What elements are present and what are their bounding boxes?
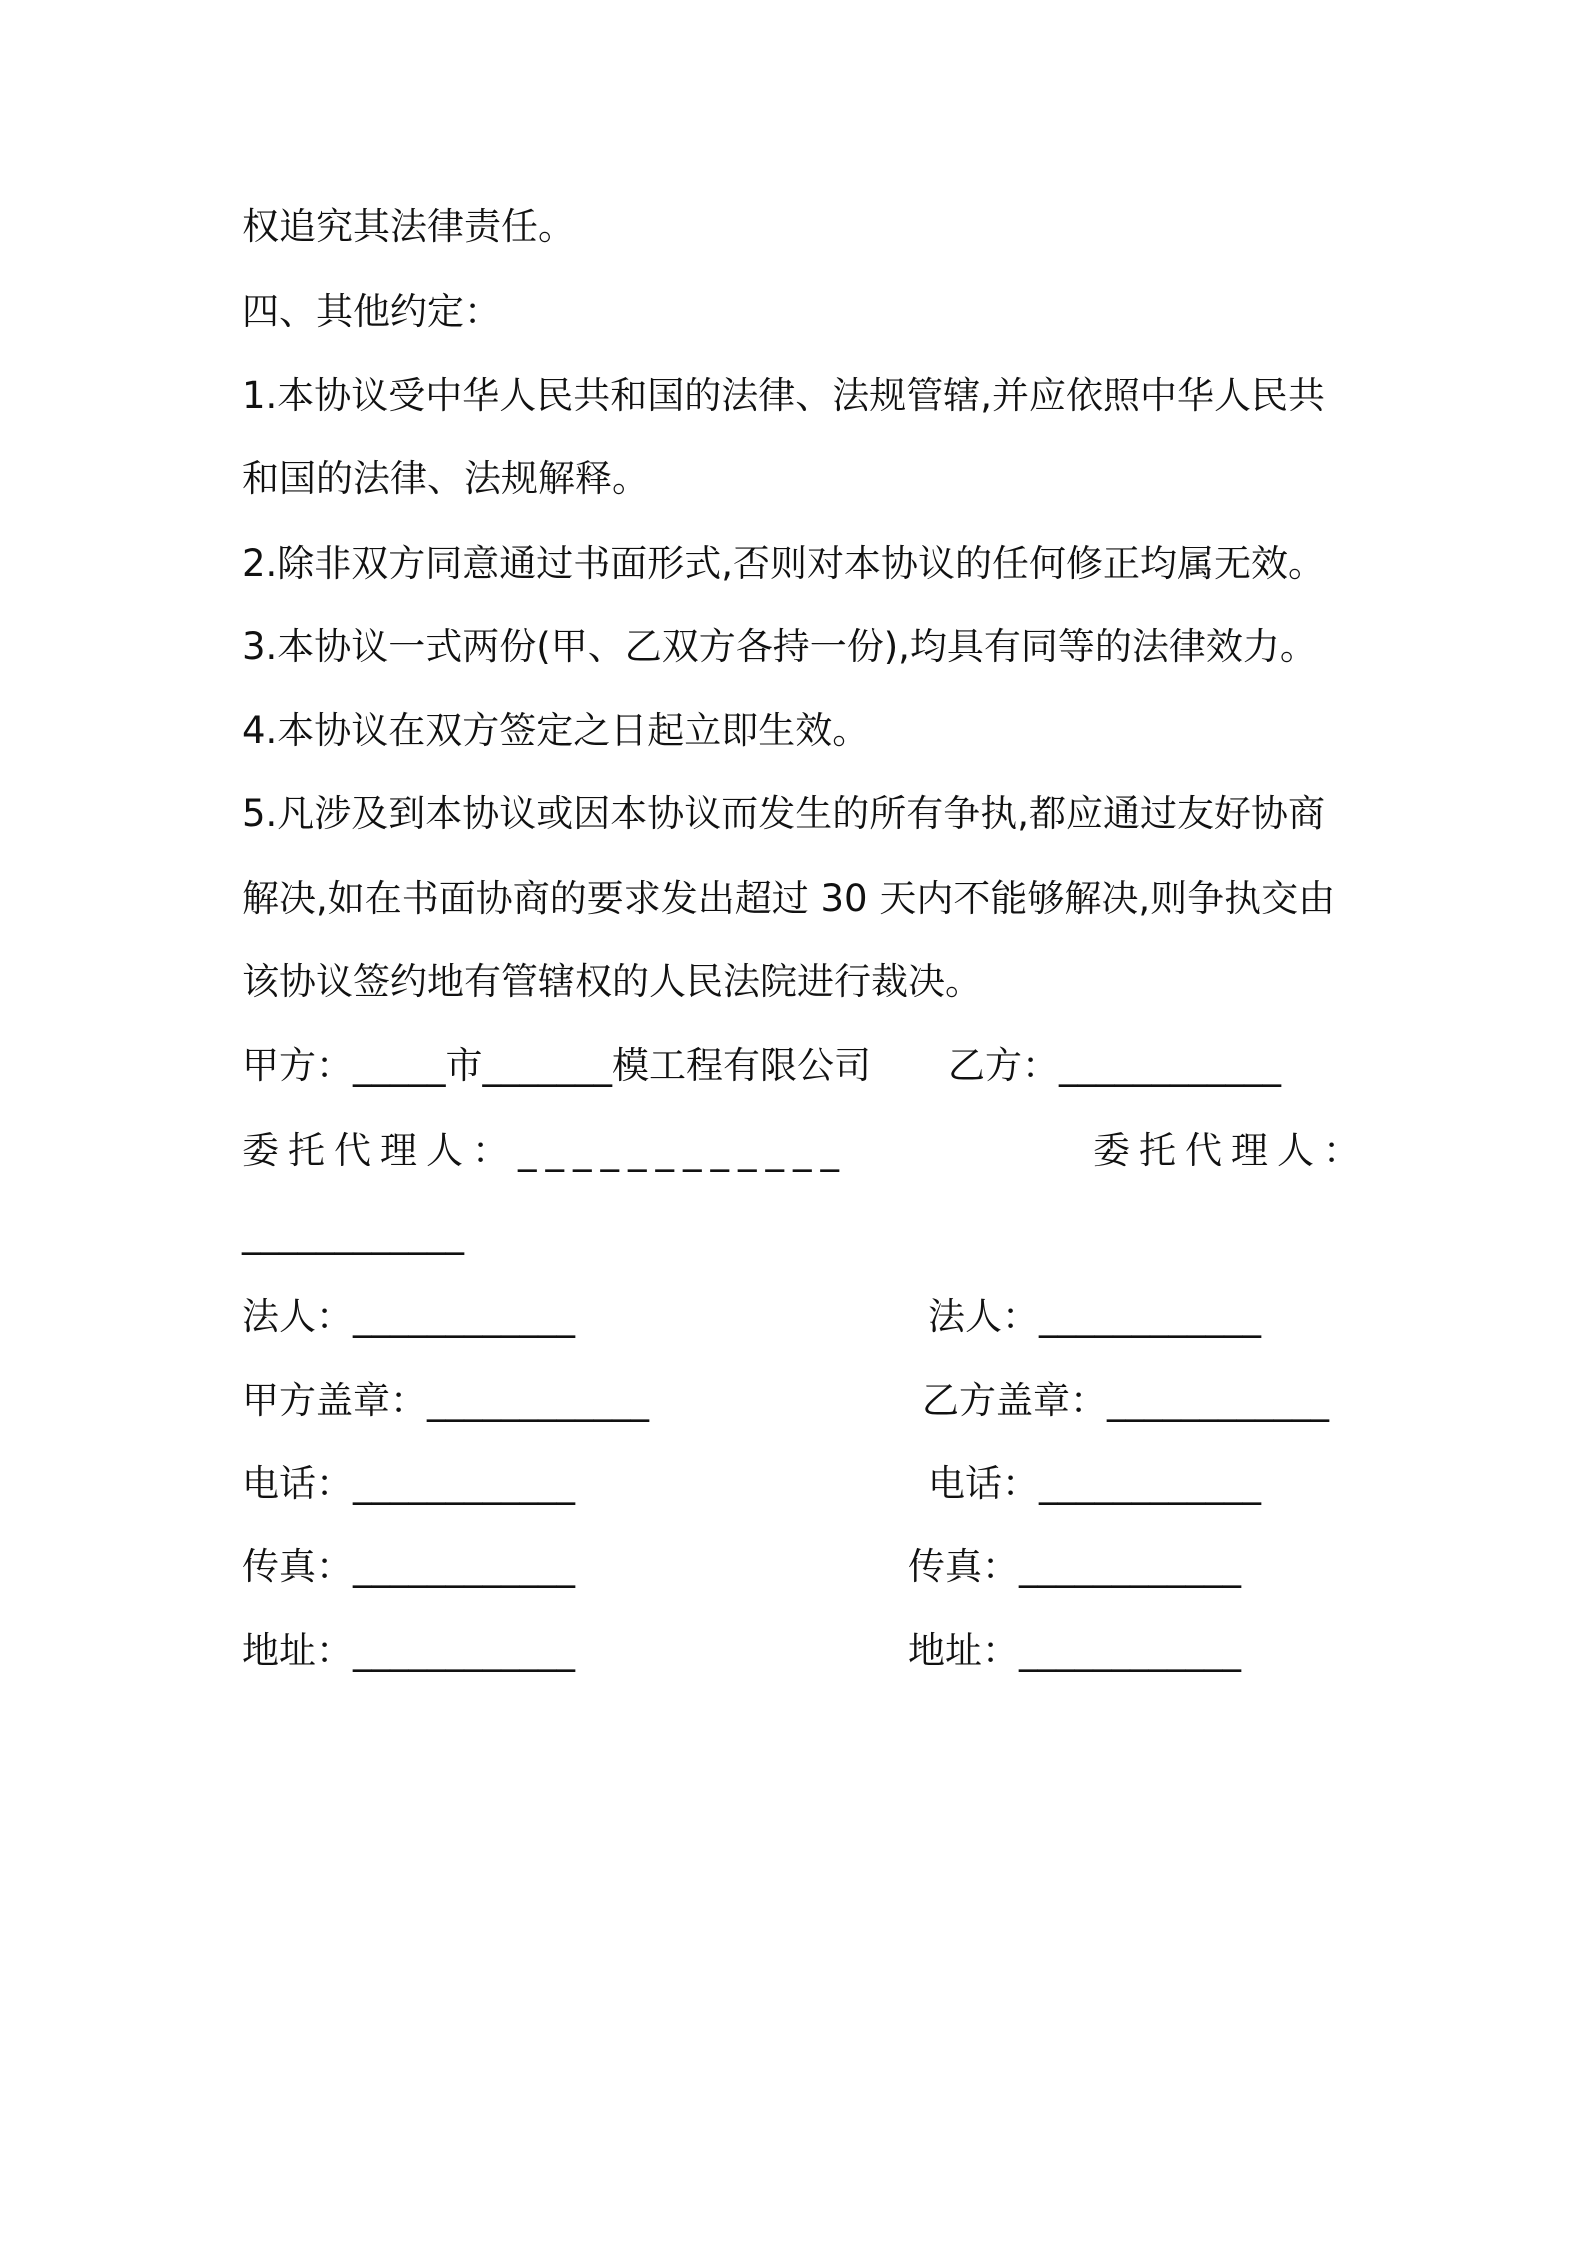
party-b-phone: 电话：____________	[928, 1462, 1261, 1505]
party-a-address: 地址：____________	[242, 1629, 575, 1672]
party-a-phone: 电话：____________	[242, 1462, 575, 1505]
party-b-agent-blank: ____________	[242, 1212, 464, 1255]
paragraph-continuation: 权追究其法律责任。	[242, 205, 575, 248]
clause-1-line-1: 1.本协议受中华人民共和国的法律、法规管辖,并应依照中华人民共	[242, 374, 1326, 417]
party-b-fax: 传真：____________	[908, 1545, 1241, 1588]
section-heading: 四、其他约定：	[242, 290, 501, 333]
party-a-seal: 甲方盖章：____________	[242, 1379, 649, 1422]
party-b-seal: 乙方盖章：____________	[922, 1379, 1329, 1422]
party-b-address: 地址：____________	[908, 1629, 1241, 1672]
clause-3: 3.本协议一式两份(甲、乙双方各持一份),均具有同等的法律效力。	[242, 625, 1317, 668]
party-b-legal-rep: 法人：____________	[928, 1295, 1261, 1338]
party-b-name: 乙方：____________	[948, 1044, 1281, 1087]
clause-5-line-2: 解决,如在书面协商的要求发出超过 30 天内不能够解决,则争执交由	[242, 877, 1336, 920]
party-a-agent: 委托代理人：____________	[242, 1129, 848, 1172]
clause-4: 4.本协议在双方签定之日起立即生效。	[242, 709, 870, 752]
party-a-name: 甲方：_____市_______模工程有限公司	[242, 1044, 871, 1087]
clause-5-line-3: 该协议签约地有管辖权的人民法院进行裁决。	[242, 960, 982, 1003]
party-b-agent-label: 委托代理人：	[1093, 1129, 1369, 1172]
party-a-legal-rep: 法人：____________	[242, 1295, 575, 1338]
clause-5-line-1: 5.凡涉及到本协议或因本协议而发生的所有争执,都应通过友好协商	[242, 792, 1326, 835]
clause-2: 2.除非双方同意通过书面形式,否则对本协议的任何修正均属无效。	[242, 542, 1326, 585]
party-a-fax: 传真：____________	[242, 1545, 575, 1588]
clause-1-line-2: 和国的法律、法规解释。	[242, 457, 649, 500]
